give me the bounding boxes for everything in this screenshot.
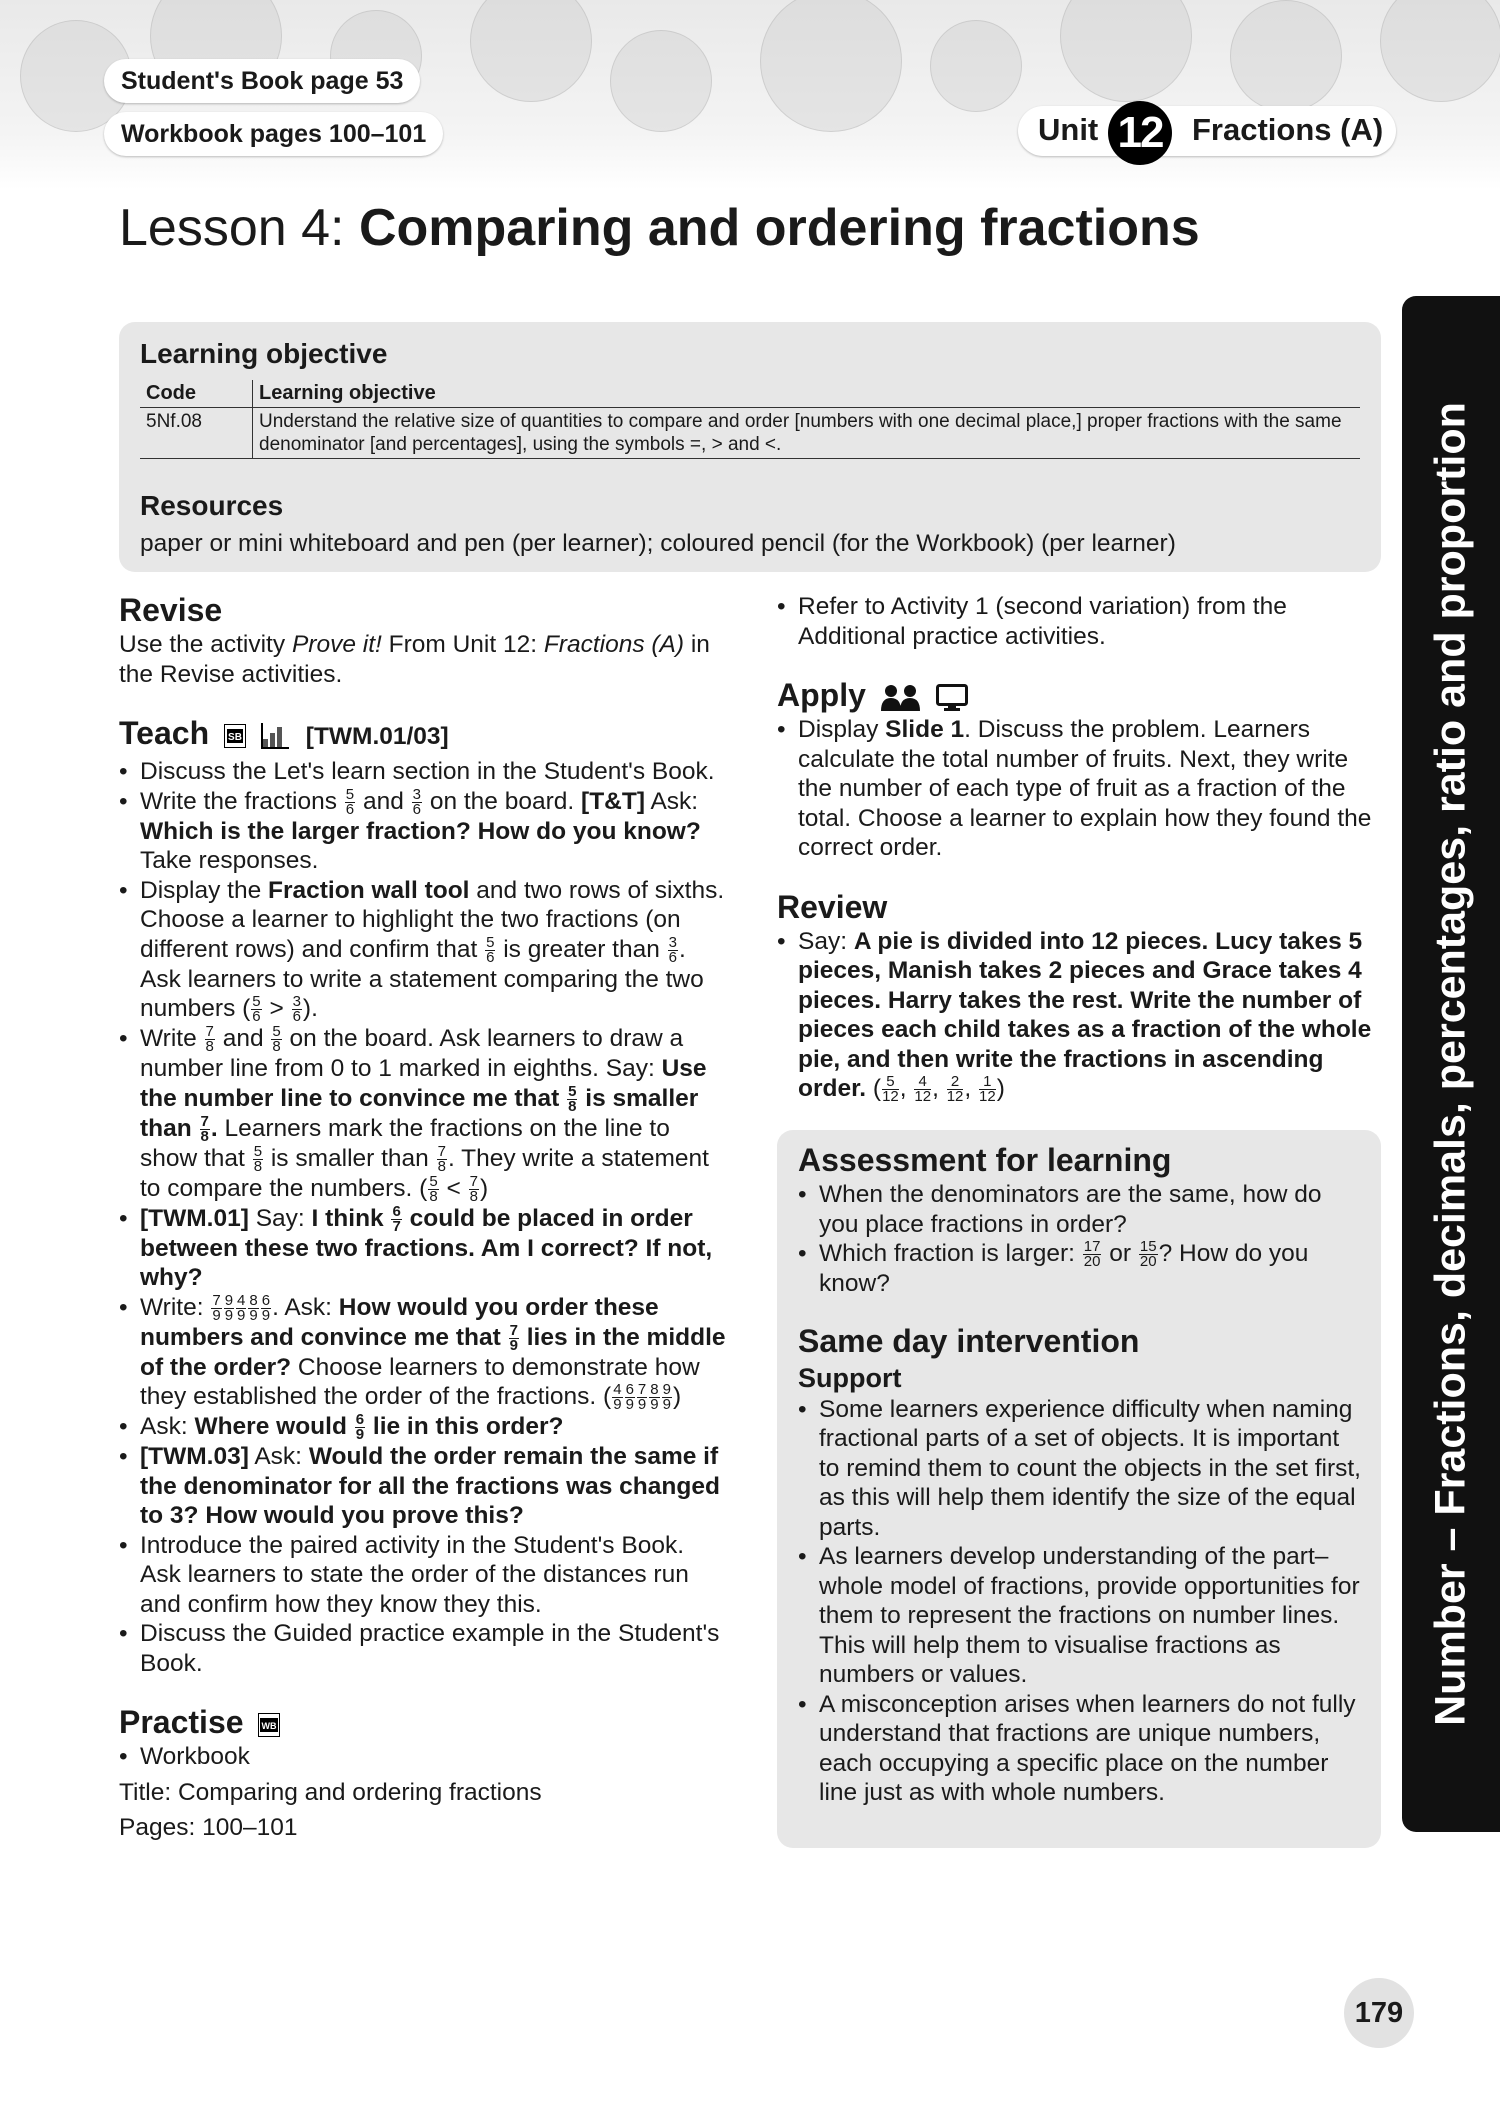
apply-list <box>777 715 1382 863</box>
left-column <box>119 590 729 1843</box>
pair-work-icon <box>881 684 921 712</box>
fraction: $\frac{6}{9}$ <box>261 1291 271 1324</box>
assessment-content <box>798 1140 1366 1808</box>
fraction: $\frac{3}{6}$ <box>668 933 678 966</box>
decor-circle <box>1060 0 1192 102</box>
list-item: • Display Slide 1. Discuss the problem. Learners calculate the total number of fruits. Next, they write the number of each type of fruit as a fraction of the total. Choose a learner to explain how they found the correct order. <box>777 715 1382 863</box>
svg-text:SB: SB <box>228 731 242 743</box>
svg-text:WB: WB <box>261 1720 277 1731</box>
fraction: $\frac{4}{9}$ <box>613 1381 622 1414</box>
bar-chart-icon <box>261 723 291 749</box>
list-item: • Ask: Where would $\frac{6}{9}$ lie in this order? <box>119 1412 729 1442</box>
fraction: $\frac{7}{8}$ <box>437 1142 446 1175</box>
decor-circle <box>610 30 712 132</box>
fraction: $\frac{3}{6}$ <box>292 993 301 1026</box>
fraction: $\frac{8}{9}$ <box>249 1291 258 1324</box>
fraction: $\frac{5}{12}$ <box>882 1073 899 1106</box>
objective-code: 5Nf.08 <box>140 408 253 459</box>
fraction: $\frac{5}{6}$ <box>345 785 355 818</box>
fraction: $\frac{5}{8}$ <box>253 1142 263 1175</box>
fraction: $\frac{7}{9}$ <box>637 1381 647 1414</box>
objective-text: Understand the relative size of quantities to compare and order [numbers with one decimal place,] proper fractions with the same denominator [and percentages], using the symbols =, > and <. <box>253 408 1361 459</box>
list-item: • [TWM.03] Ask: Would the order remain the same if the denominator for all the fractions was changed to 3? How would you prove this? <box>119 1442 729 1531</box>
unit-number-badge: 12 <box>1108 101 1172 165</box>
page-number: 179 <box>1344 1978 1414 2048</box>
side-tab-text: Number – Fractions, decimals, percentages, ratio and proportion <box>1426 402 1475 1726</box>
objective-heading: Learning objective <box>140 338 388 369</box>
fraction: $\frac{6}{7}$ <box>392 1202 401 1235</box>
table-header-row <box>140 380 1360 408</box>
wb-reference-pill: Workbook pages 100–101 <box>104 112 443 156</box>
practise-pages: Pages: 100–101 <box>119 1814 298 1842</box>
fraction: $\frac{17}{20}$ <box>1083 1238 1101 1271</box>
lesson-title: Comparing and ordering fractions <box>358 199 1200 257</box>
list-item: • Introduce the paired activity in the Student's Book. Ask learners to state the order of the distances run and confirm how they know they this. <box>119 1531 729 1620</box>
fraction: $\frac{5}{8}$ <box>272 1023 281 1056</box>
right-column <box>777 592 1382 1104</box>
practise-list <box>119 1742 729 1772</box>
decor-circle <box>760 0 902 132</box>
fraction: $\frac{5}{8}$ <box>429 1172 438 1205</box>
fraction: $\frac{4}{9}$ <box>237 1291 246 1324</box>
list-item: • As learners develop understanding of the part–whole model of fractions, provide opportunities for them to represent the fractions on number lines. This will help them to visualise fractions as numbers or values. <box>798 1542 1366 1690</box>
intervention-list <box>798 1395 1366 1808</box>
resources-heading: Resources <box>140 490 284 521</box>
list-item: • Write $\frac{7}{8}$ and $\frac{5}{8}$ on the board. Ask learners to draw a number line from 0 to 1 marked in eighths. Say: Use the number line to convince me that $\frac{5}{8}$ is smaller than $\frac{7}{8}$ . Learners mark the fractions on the line to show that $\frac{5}{8}$ is smaller than $\frac{7}{8}$ . They write a statement to compare the numbers. ( $\frac{5}{8}$ < $\frac{7}{8}$ ) <box>119 1024 729 1204</box>
fraction: $\frac{7}{9}$ <box>509 1321 518 1354</box>
support-subheading: Support <box>798 1362 902 1393</box>
list-item: • Workbook <box>119 1742 729 1772</box>
fraction: $\frac{7}{8}$ <box>205 1023 214 1056</box>
list-item: • Discuss the Let's learn section in the Student's Book. <box>119 757 729 787</box>
teach-heading: Teach SB [TWM.01/03] <box>119 715 449 751</box>
list-item: • Discuss the Guided practice example in the Student's Book. <box>119 1619 729 1678</box>
list-item: • Say: A pie is divided into 12 pieces. Lucy takes 5 pieces, Manish takes 2 pieces and Grace takes 4 pieces. Harry takes the rest. Write the number of pieces each child takes as a fraction of the whole pie, and then write the fractions in ascending order. ( $\frac{5}{12}$ , $\frac{4}{12}$ , $\frac{2}{12}$ , $\frac{1}{12}$ ) <box>777 927 1382 1105</box>
right-top-list <box>777 592 1382 651</box>
list-item: • Which fraction is larger: $\frac{17}{20}$ or $\frac{15}{20}$ ? How do you know? <box>798 1239 1366 1299</box>
teach-list <box>119 757 729 1678</box>
decor-circle <box>1380 0 1500 102</box>
resources-text: paper or mini whiteboard and pen (per learner); coloured pencil (for the Workbook) (per learner) <box>140 530 1176 557</box>
workbook-icon <box>258 1713 280 1737</box>
assessment-heading: Assessment for learning <box>798 1142 1172 1178</box>
decor-circle <box>1230 0 1342 112</box>
code-header: Code <box>140 380 253 408</box>
decor-circle <box>470 0 592 102</box>
unit-label: Unit <box>1038 112 1099 147</box>
fraction: $\frac{7}{9}$ <box>212 1291 221 1324</box>
list-item: • When the denominators are the same, how do you place fractions in order? <box>798 1180 1366 1239</box>
intervention-heading: Same day intervention <box>798 1322 1140 1359</box>
fraction: $\frac{3}{6}$ <box>412 785 421 818</box>
fraction: $\frac{9}{9}$ <box>662 1381 671 1414</box>
slide-monitor-icon <box>936 684 968 712</box>
fraction: $\frac{5}{6}$ <box>252 993 261 1026</box>
review-list <box>777 927 1382 1105</box>
fraction: $\frac{6}{9}$ <box>625 1381 634 1414</box>
fraction: $\frac{8}{9}$ <box>650 1381 659 1414</box>
side-tab-text-wrap <box>1402 296 1500 1832</box>
revise-text: Use the activity Prove it! From Unit 12: Fractions (A) in the Revise activities. <box>119 631 710 688</box>
objective-table <box>140 380 1360 459</box>
unit-title: Fractions (A) <box>1192 112 1384 147</box>
table-row <box>140 408 1360 459</box>
list-item: • A misconception arises when learners do not fully understand that fractions are unique numbers, each occupying a specific place on the number line just as with whole numbers. <box>798 1690 1366 1808</box>
practise-title: Title: Comparing and ordering fractions <box>119 1778 542 1806</box>
list-item: • Write: $\frac{7}{9}$ $\frac{9}{9}$ $\frac{4}{9}$ $\frac{8}{9}$ $\frac{6}{9}$ . Ask: How would you order these numbers and convince me that $\frac{7}{9}$ lies in the middle of the order? Choose learners to demonstrate how they established the order of the fractions. ( $\frac{4}{9}$ $\frac{6}{9}$ $\frac{7}{9}$ $\frac{8}{9}$ $\frac{9}{9}$ ) <box>119 1293 729 1413</box>
fraction: $\frac{15}{20}$ <box>1139 1238 1157 1271</box>
list-item: • Display the Fraction wall tool and two rows of sixths. Choose a learner to highlight the two fractions (on different rows) and confirm that $\frac{5}{6}$ is greater than $\frac{3}{6}$ . Ask learners to write a statement comparing the two numbers ( $\frac{5}{6}$ > $\frac{3}{6}$ ). <box>119 876 729 1025</box>
decor-circle <box>930 20 1022 112</box>
fraction: $\frac{2}{12}$ <box>946 1073 964 1106</box>
assessment-list <box>798 1180 1366 1299</box>
revise-heading: Revise <box>119 592 223 628</box>
fraction: $\frac{7}{8}$ <box>469 1172 478 1205</box>
list-item: • Some learners experience difficulty when naming fractional parts of a set of objects. It is important to remind them to count the objects in the set first, as this will help them identify the size of the equal parts. <box>798 1395 1366 1543</box>
fraction: $\frac{4}{12}$ <box>914 1073 932 1106</box>
fraction: $\frac{7}{8}$ <box>200 1112 209 1145</box>
fraction: $\frac{6}{9}$ <box>355 1411 365 1444</box>
list-item: • Refer to Activity 1 (second variation) from the Additional practice activities. <box>777 592 1382 651</box>
list-item: • [TWM.01] Say: I think $\frac{6}{7}$ could be placed in order between these two fractions. Am I correct? If not, why? <box>119 1204 729 1293</box>
lesson-prefix: Lesson 4: <box>119 199 345 257</box>
teach-twm-tag: [TWM.01/03] <box>305 723 449 750</box>
fraction: $\frac{1}{12}$ <box>979 1073 996 1106</box>
sb-reference-pill: Student's Book page 53 <box>104 59 420 103</box>
fraction: $\frac{5}{8}$ <box>568 1082 577 1115</box>
objective-header: Learning objective <box>253 380 1361 408</box>
student-book-icon <box>224 724 246 748</box>
apply-heading: Apply <box>777 675 1382 715</box>
list-item: • Write the fractions $\frac{5}{6}$ and $\frac{3}{6}$ on the board. [T&T] Ask: Which is the larger fraction? How do you know? Take responses. <box>119 787 729 876</box>
fraction: $\frac{9}{9}$ <box>224 1291 234 1324</box>
practise-heading: Practise WB <box>119 1702 729 1742</box>
review-heading: Review <box>777 888 888 925</box>
fraction: $\frac{5}{6}$ <box>486 933 495 966</box>
page-title <box>119 198 1200 258</box>
